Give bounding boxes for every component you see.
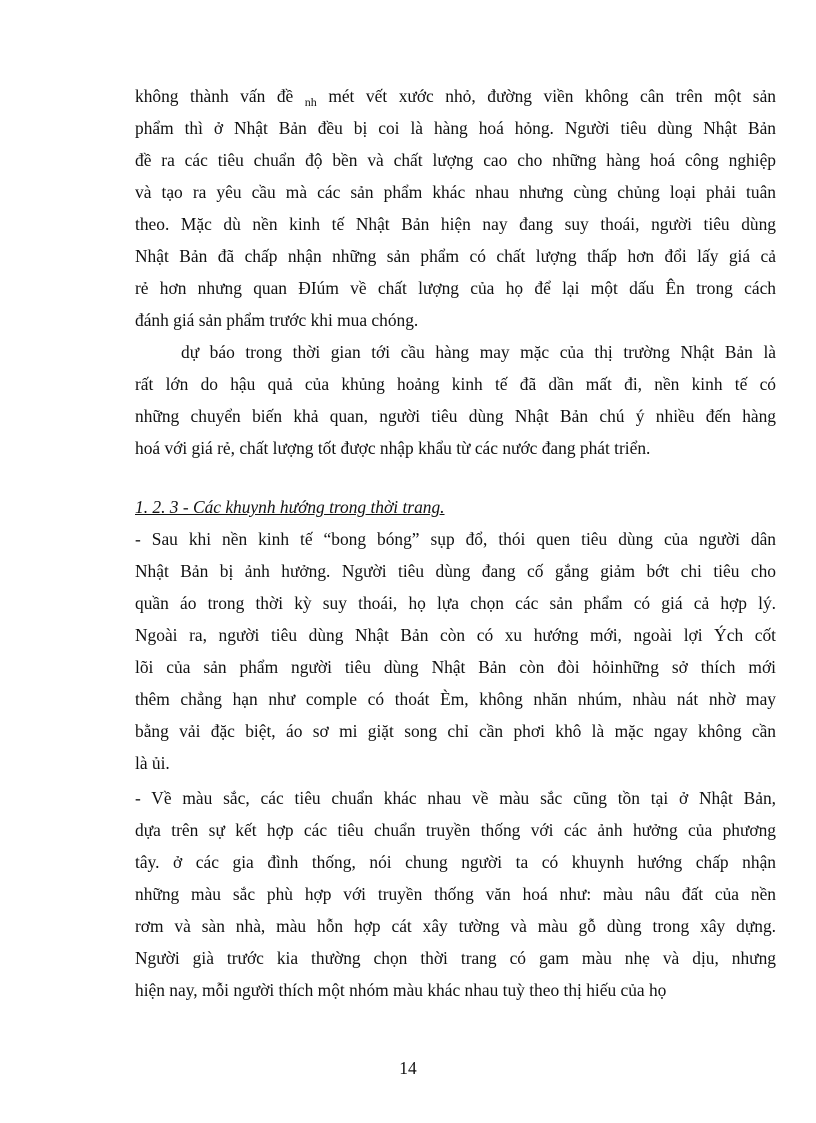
text-line: phẩm thì ở Nhật Bản đều bị coi là hàng hoá hỏng. Người tiêu dùng Nhật Bản [135, 118, 776, 138]
text-line: hiện nay, mỗi người thích một nhóm màu khác nhau tuỳ theo thị hiếu của họ [135, 980, 667, 1000]
text-line: đề ra các tiêu chuẩn độ bền và chất lượng cao cho những hàng hoá công nghiệp [135, 150, 776, 170]
text-line: theo. Mặc dù nền kinh tế Nhật Bản hiện nay đang suy thoái, người tiêu dùng [135, 214, 776, 234]
section-heading: 1. 2. 3 - Các khuynh hướng trong thời trang. [135, 497, 445, 517]
text-line: là ủi. [135, 753, 170, 773]
text-line: và tạo ra yêu cầu mà các sản phẩm khác nhau nhưng cùng chủng loại phải tuân [135, 182, 776, 202]
text-line: dự báo trong thời gian tới cầu hàng may mặc của thị trường Nhật Bản là [181, 342, 776, 362]
text-line: Ngoài ra, người tiêu dùng Nhật Bản còn có xu hướng mới, ngoài lợi Ých cốt [135, 625, 776, 645]
text-line: những chuyển biến khả quan, người tiêu dùng Nhật Bản chú ý nhiều đến hàng [135, 406, 776, 426]
text-line: dựa trên sự kết hợp các tiêu chuẩn truyền thống với các ảnh hưởng của phương [135, 820, 776, 840]
text-line: hoá với giá rẻ, chất lượng tốt được nhập khẩu từ các nước đang phát triển. [135, 438, 651, 458]
page-number: 14 [399, 1058, 417, 1078]
text-line: Người già trước kia thường chọn thời trang có gam màu nhẹ và dịu, nhưng [135, 948, 776, 968]
text-line: tây. ở các gia đình thống, nói chung người ta có khuynh hướng chấp nhận [135, 852, 776, 872]
text-line: - Về màu sắc, các tiêu chuẩn khác nhau về màu sắc cũng tồn tại ở Nhật Bản, [135, 788, 776, 808]
text-line: lõi của sản phẩm người tiêu dùng Nhật Bản còn đòi hỏinhững sở thích mới [135, 657, 776, 677]
text-line: Nhật Bản bị ảnh hưởng. Người tiêu dùng đang cố gắng giảm bớt chi tiêu cho [135, 561, 776, 581]
text-line: Nhật Bản đã chấp nhận những sản phẩm có chất lượng thấp hơn đổi lấy giá cả [135, 246, 776, 266]
text-line: rất lớn do hậu quả của khủng hoảng kinh tế đã dần mất đi, nền kinh tế có [135, 374, 776, 394]
text-line: những màu sắc phù hợp với truyền thống văn hoá như: màu nâu đất của nền [135, 884, 776, 904]
text-run: mét vết xước nhỏ, đường viền không cân trên một sản [316, 86, 776, 106]
subscript-text: nh [304, 95, 317, 109]
text-line: quần áo trong thời kỳ suy thoái, họ lựa chọn các sản phẩm có giá cả hợp lý. [135, 593, 776, 613]
text-line: thêm chẳng hạn như comple có thoát Èm, không nhăn nhúm, nhàu nát nhờ may [135, 689, 776, 709]
text-line: rơm và sàn nhà, màu hỗn hợp cát xây tường và màu gỗ dùng trong xây dựng. [135, 916, 776, 936]
text-line: - Sau khi nền kinh tế “bong bóng” sụp đổ, thói quen tiêu dùng của người dân [135, 529, 776, 549]
text-line: bằng vải đặc biệt, áo sơ mi giặt song chỉ cần phơi khô là mặc ngay không cần [135, 721, 776, 741]
text-line: đánh giá sản phẩm trước khi mua chóng. [135, 310, 419, 330]
text-line [135, 86, 776, 110]
text-run: không thành vấn đề [135, 86, 305, 106]
text-line: rẻ hơn nhưng quan ĐIúm về chất lượng của họ để lại một dấu Ên trong cách [135, 278, 776, 298]
